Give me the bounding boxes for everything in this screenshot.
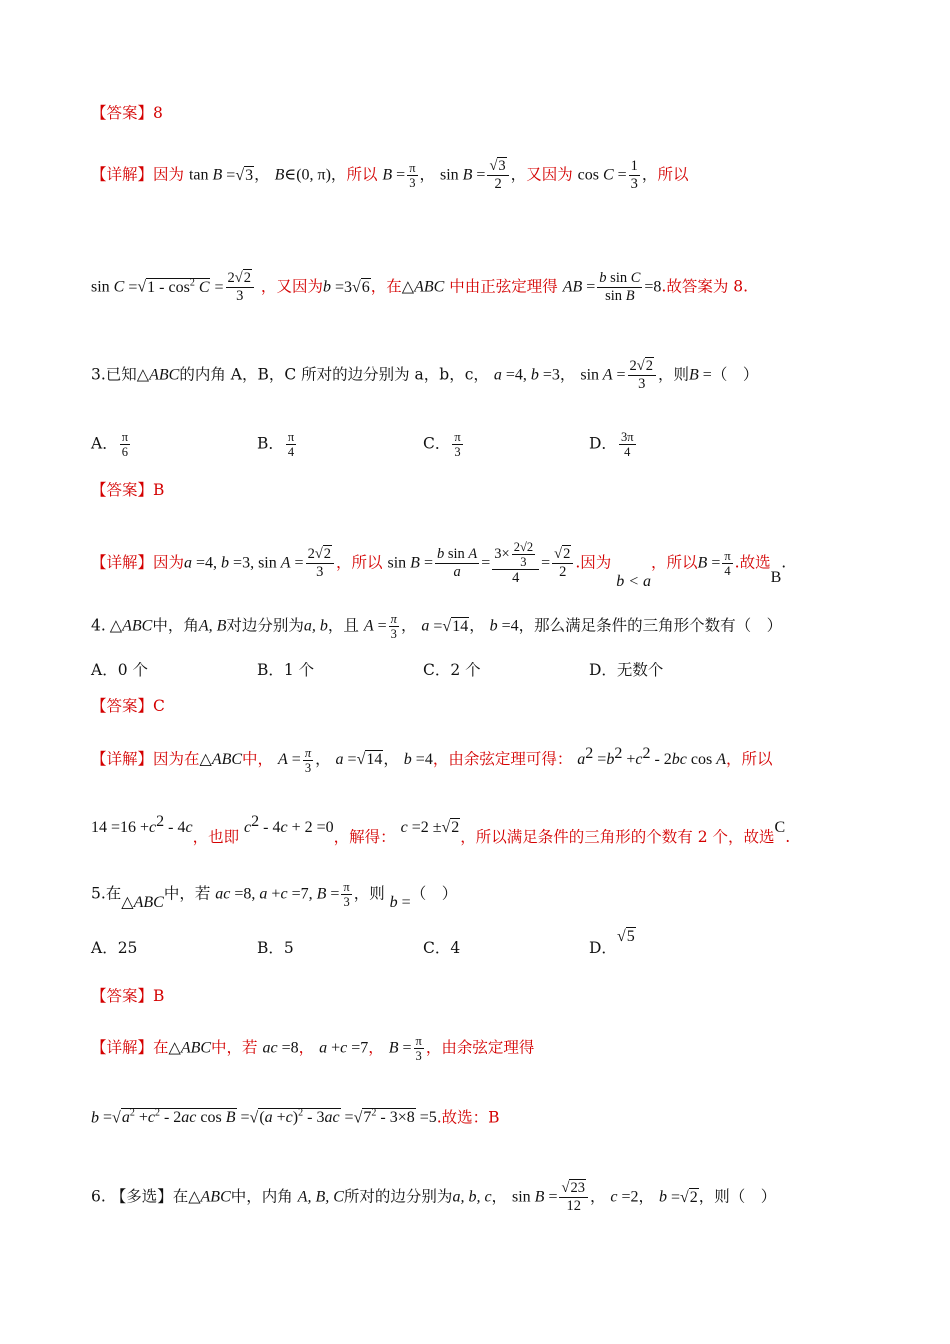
text: 4. xyxy=(91,616,106,635)
text: 的内角 A，B，C 所对的边分别为 a，b，c， xyxy=(179,365,489,384)
question-4: 4. △ABC中，角A, B对边分别为a, b，且 A = $\frac{\pi}{3}$ ， a =√14， b =4，那么满足条件的三角形个数有（ ） xyxy=(91,612,783,641)
option-b: B． $\frac{\pi}{4}$ xyxy=(257,430,295,459)
detail-line-3: 【详解】因为a =4, b =3, sin A = $\frac{2√2}{3}$ ，所以 sin B = $\frac{\text{b sin A}}{a}$ = 3× $\frac{2√2}{3}$ 4 = $\frac{√2}{2}$ .因为 b < a，所以B = $\frac{\pi}{4}$ .故选B. xyxy=(91,540,787,590)
text: 又因为 xyxy=(276,277,323,296)
text: .故选：B xyxy=(436,1108,500,1127)
detail-line-5b: $b =√a^2 +c^2 - 2ac$ $\cos B =√(a +c)^2 - 3ac =√7^2 - 3\times 8 =5$.故选：B xyxy=(91,1108,500,1127)
detail-line-2a: 【详解】因为 tan B =√3， B∈(0, π)，所以 B = $\frac{\pi}{3}$ ， sin B = $\frac{√3}{2}$ ，又因为 cos C = $\frac{1}{3}$ ，所以 xyxy=(91,158,689,192)
detail-label: 【详解】 xyxy=(91,165,154,184)
answer-label-4: 【答案】C xyxy=(91,697,165,715)
text: 【详解】因为 xyxy=(91,553,185,572)
text: 【详解】在 xyxy=(91,1038,169,1057)
detail-line-4a: 【详解】因为在△ABC中， A = $\frac{\pi}{3}$ ， a =√14， b =4，由余弦定理可得： $a^2 =b^2 +c^2 - 2bc$ cos A，所以 xyxy=(91,745,773,775)
option-d: D． $\frac{3\pi}{4}$ xyxy=(589,430,634,459)
detail-line-5a: 【详解】在△ABC中，若 ac =8， a +c =7， B = $\frac{\pi}{3}$ ，由余弦定理得 xyxy=(91,1034,535,1063)
text: ，那么满足条件的三角形个数有（ ） xyxy=(518,616,783,635)
text: .因为 xyxy=(575,553,612,572)
text: 对边分别为 xyxy=(226,616,304,635)
question-6: 6. 【多选】在△ABC中，内角 A, B, C所对的边分别为a, b, c， sin B = $\frac{√23}{12}$ ， c =2， b =√2，则（ ） xyxy=(91,1180,777,1214)
text: ，也即 xyxy=(192,828,240,847)
question-3: 3.已知△ABC的内角 A，B，C 所对的边分别为 a，b，c， a =4, b =3， sin A = $\frac{2√2}{3}$ ，则B =（ ） xyxy=(91,358,759,392)
option-d: D．√5 xyxy=(589,928,635,957)
text: ，解得： xyxy=(333,828,396,847)
text: 【详解】因为在 xyxy=(91,750,200,769)
text: A． xyxy=(91,434,118,453)
detail-line-2b: $\sin C =√1 - \cos^2 C$ = $\frac{2√2}{3}$ ，又因为b =3√6，在△ABC 中由正弦定理得 AB = $\frac{\text{b sin C}}{\text{sin B}}$ =8.故答案为 8. xyxy=(91,270,749,304)
text: 在 xyxy=(386,277,402,296)
text: .故答案为 8. xyxy=(661,277,749,296)
option-c: C．2 个 xyxy=(423,661,481,679)
option-a: A． $\frac{\pi}{6}$ xyxy=(91,430,129,459)
option-c: C． $\frac{\pi}{3}$ xyxy=(423,430,461,459)
text: ，所以 xyxy=(651,553,698,572)
text: 所对的边分别为 xyxy=(343,1187,453,1206)
question-5: 5.在△ABC中，若 ac =8, a +c =7, B = $\frac{\pi}{3}$ ，则 b =（ ） xyxy=(91,880,458,911)
text: 3.已知 xyxy=(91,365,137,384)
text: D． xyxy=(589,434,617,453)
text: D． xyxy=(589,939,617,957)
text: C xyxy=(774,819,786,837)
text: ，则 xyxy=(658,365,690,384)
text: ，所以 xyxy=(726,750,773,769)
text: （ ） xyxy=(711,365,759,384)
text: 中，角 xyxy=(152,616,199,635)
text: .故选 xyxy=(734,553,771,572)
text: 所以 xyxy=(657,165,689,184)
option-b: B．5 xyxy=(257,939,294,957)
text: ，则（ ） xyxy=(698,1187,777,1206)
answer-label-2: 【答案】8 xyxy=(91,104,163,122)
option-b: B．1 个 xyxy=(257,661,315,679)
text: ，则 xyxy=(353,884,385,903)
answer-label-5: 【答案】B xyxy=(91,987,165,1005)
text: C． xyxy=(423,434,451,453)
detail-line-4b: $14 =16 +c^2 - 4c$，也即 $c^2 - 4c + 2 =0$，解得： c =2 ±√2，所以满足条件的三角形的个数有 2 个，故选C. xyxy=(91,813,791,847)
text: 因为 xyxy=(153,165,185,184)
text: 中，内角 xyxy=(230,1187,293,1206)
text: 中，若 xyxy=(211,1038,258,1057)
text: ，且 xyxy=(327,616,359,635)
text: （ ） xyxy=(410,884,458,903)
text: 5.在 xyxy=(91,884,122,903)
text: ，所以满足条件的三角形的个数有 2 个，故选 xyxy=(460,828,775,847)
text: ，所以 xyxy=(336,553,383,572)
text: 6. 【多选】在 xyxy=(91,1187,189,1206)
text: 中由正弦定理得 xyxy=(449,277,558,296)
option-c: C．4 xyxy=(423,939,461,957)
option-a: A．0 个 xyxy=(91,661,148,679)
text: 由余弦定理得 xyxy=(441,1038,535,1057)
option-a: A．25 xyxy=(91,939,138,957)
text: 由余弦定理可得： xyxy=(448,750,573,769)
text: B xyxy=(770,568,782,586)
text: B． xyxy=(257,434,284,453)
text: 又因为 xyxy=(526,165,573,184)
answer-label-3: 【答案】B xyxy=(91,481,165,499)
text: 中， xyxy=(242,750,274,769)
text: 中，若 xyxy=(163,884,211,903)
option-d: D．无数个 xyxy=(589,661,664,679)
text: 所以 xyxy=(346,165,378,184)
